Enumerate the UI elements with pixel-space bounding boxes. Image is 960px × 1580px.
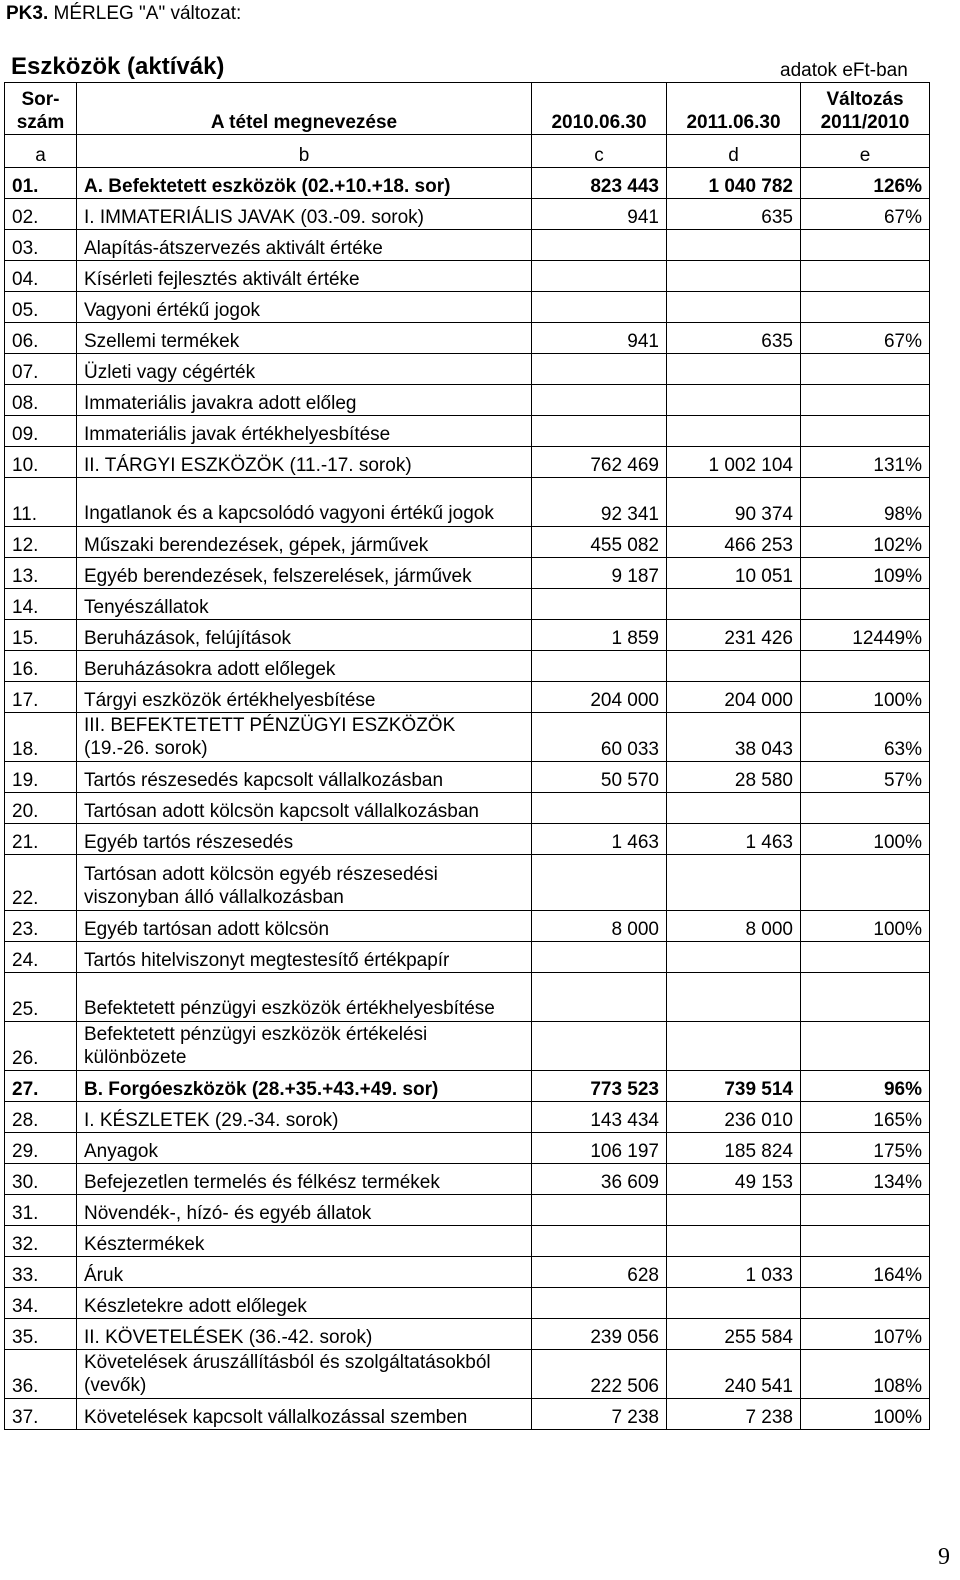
header-change: Változás 2011/2010 [801, 83, 930, 135]
value-2011 [667, 1195, 801, 1226]
page-title-text: MÉRLEG "A" változat: [48, 3, 242, 24]
value-2011: 1 040 782 [667, 168, 801, 199]
row-number: 33. [5, 1257, 77, 1288]
table-row [5, 261, 930, 292]
row-number: 35. [5, 1319, 77, 1350]
table-row [5, 478, 930, 527]
item-name: Anyagok [77, 1133, 532, 1164]
row-number: 25. [5, 973, 77, 1022]
row-number: 06. [5, 323, 77, 354]
change-percent: 107% [801, 1319, 930, 1350]
change-percent: 102% [801, 527, 930, 558]
value-2011: 236 010 [667, 1102, 801, 1133]
item-name: Tartós részesedés kapcsolt vállalkozásban [77, 762, 532, 793]
unit-note: adatok eFt-ban [780, 60, 908, 81]
table-row [5, 1195, 930, 1226]
item-name: Egyéb berendezések, felszerelések, járművek [77, 558, 532, 589]
table-row [5, 973, 930, 1022]
value-2010 [532, 230, 667, 261]
value-2010 [532, 261, 667, 292]
change-percent: 67% [801, 199, 930, 230]
row-number: 19. [5, 762, 77, 793]
table-row [5, 292, 930, 323]
value-2010 [532, 1288, 667, 1319]
value-2010 [532, 292, 667, 323]
table-body [5, 168, 930, 1430]
row-number: 28. [5, 1102, 77, 1133]
change-percent: 165% [801, 1102, 930, 1133]
change-percent [801, 261, 930, 292]
value-2011: 49 153 [667, 1164, 801, 1195]
value-2010: 1 463 [532, 824, 667, 855]
row-number: 16. [5, 651, 77, 682]
value-2011: 90 374 [667, 478, 801, 527]
item-name: Egyéb tartósan adott kölcsön [77, 911, 532, 942]
value-2010 [532, 1022, 667, 1071]
item-name: Késztermékek [77, 1226, 532, 1257]
value-2010 [532, 942, 667, 973]
table-row [5, 942, 930, 973]
change-percent: 63% [801, 713, 930, 762]
value-2010 [532, 1195, 667, 1226]
table-row [5, 1399, 930, 1430]
value-2010: 9 187 [532, 558, 667, 589]
row-number: 02. [5, 199, 77, 230]
change-percent [801, 1195, 930, 1226]
change-percent: 108% [801, 1350, 930, 1399]
row-number: 37. [5, 1399, 77, 1430]
value-2011: 1 463 [667, 824, 801, 855]
row-number: 04. [5, 261, 77, 292]
item-name: Befektetett pénzügyi eszközök értékhelyesbítése [77, 973, 532, 1022]
value-2011: 466 253 [667, 527, 801, 558]
header-2010: 2010.06.30 [532, 83, 667, 135]
change-percent: 164% [801, 1257, 930, 1288]
item-name: Áruk [77, 1257, 532, 1288]
row-number: 31. [5, 1195, 77, 1226]
item-name: Növendék-, hízó- és egyéb állatok [77, 1195, 532, 1226]
value-2011: 10 051 [667, 558, 801, 589]
change-percent: 134% [801, 1164, 930, 1195]
item-name: Immateriális javak értékhelyesbítése [77, 416, 532, 447]
change-percent [801, 855, 930, 911]
value-2010 [532, 354, 667, 385]
value-2011: 7 238 [667, 1399, 801, 1430]
value-2011: 28 580 [667, 762, 801, 793]
column-letter: e [801, 135, 930, 168]
value-2010: 143 434 [532, 1102, 667, 1133]
change-percent: 126% [801, 168, 930, 199]
change-percent [801, 354, 930, 385]
table-row [5, 713, 930, 762]
value-2010: 7 238 [532, 1399, 667, 1430]
value-2010: 628 [532, 1257, 667, 1288]
change-percent: 100% [801, 911, 930, 942]
table-row [5, 1022, 930, 1071]
change-percent [801, 385, 930, 416]
change-percent [801, 1288, 930, 1319]
change-percent [801, 292, 930, 323]
header-row-number: Sor- szám [5, 83, 77, 135]
item-name: Tenyészállatok [77, 589, 532, 620]
value-2011: 38 043 [667, 713, 801, 762]
item-name: Beruházások, felújítások [77, 620, 532, 651]
table-row [5, 651, 930, 682]
value-2011: 255 584 [667, 1319, 801, 1350]
item-name: Tárgyi eszközök értékhelyesbítése [77, 682, 532, 713]
row-number: 21. [5, 824, 77, 855]
table-row [5, 824, 930, 855]
change-percent [801, 416, 930, 447]
table-row [5, 911, 930, 942]
value-2011 [667, 589, 801, 620]
page-title [6, 3, 241, 25]
item-name: Alapítás-átszervezés aktivált értéke [77, 230, 532, 261]
item-name: III. BEFEKTETETT PÉNZÜGYI ESZKÖZÖK (19.-26. sorok) [77, 713, 532, 762]
table-row [5, 855, 930, 911]
item-name: Üzleti vagy cégérték [77, 354, 532, 385]
row-number: 36. [5, 1350, 77, 1399]
row-number: 23. [5, 911, 77, 942]
table-row [5, 230, 930, 261]
value-2011 [667, 1288, 801, 1319]
item-name: Szellemi termékek [77, 323, 532, 354]
value-2010: 455 082 [532, 527, 667, 558]
value-2010: 92 341 [532, 478, 667, 527]
row-number: 13. [5, 558, 77, 589]
change-percent: 100% [801, 1399, 930, 1430]
value-2011 [667, 973, 801, 1022]
value-2010 [532, 651, 667, 682]
column-letter-row [5, 135, 930, 168]
item-name: II. TÁRGYI ESZKÖZÖK (11.-17. sorok) [77, 447, 532, 478]
row-number: 05. [5, 292, 77, 323]
row-number: 18. [5, 713, 77, 762]
value-2011: 8 000 [667, 911, 801, 942]
table-row [5, 323, 930, 354]
row-number: 09. [5, 416, 77, 447]
row-number: 27. [5, 1071, 77, 1102]
item-name: Kísérleti fejlesztés aktivált értéke [77, 261, 532, 292]
change-percent: 100% [801, 682, 930, 713]
row-number: 22. [5, 855, 77, 911]
value-2010 [532, 416, 667, 447]
value-2010: 1 859 [532, 620, 667, 651]
value-2010: 204 000 [532, 682, 667, 713]
row-number: 29. [5, 1133, 77, 1164]
header-2011: 2011.06.30 [667, 83, 801, 135]
column-letter: a [5, 135, 77, 168]
row-number: 03. [5, 230, 77, 261]
item-name: B. Forgóeszközök (28.+35.+43.+49. sor) [77, 1071, 532, 1102]
item-name: Követelések kapcsolt vállalkozással szemben [77, 1399, 532, 1430]
table-row [5, 793, 930, 824]
value-2010: 762 469 [532, 447, 667, 478]
column-letter: d [667, 135, 801, 168]
value-2011: 204 000 [667, 682, 801, 713]
item-name: Műszaki berendezések, gépek, járművek [77, 527, 532, 558]
row-number: 14. [5, 589, 77, 620]
table-header-row [5, 83, 930, 135]
change-percent: 100% [801, 824, 930, 855]
change-percent: 57% [801, 762, 930, 793]
value-2011 [667, 416, 801, 447]
value-2011: 635 [667, 199, 801, 230]
value-2011 [667, 1022, 801, 1071]
value-2010 [532, 385, 667, 416]
item-name: Követelések áruszállításból és szolgáltatásokból (vevők) [77, 1350, 532, 1399]
row-number: 26. [5, 1022, 77, 1071]
item-name: Immateriális javakra adott előleg [77, 385, 532, 416]
change-percent: 67% [801, 323, 930, 354]
table-row [5, 1257, 930, 1288]
table-row [5, 1319, 930, 1350]
value-2011 [667, 354, 801, 385]
item-name: Tartósan adott kölcsön kapcsolt vállalkozásban [77, 793, 532, 824]
row-number: 34. [5, 1288, 77, 1319]
table-row [5, 558, 930, 589]
value-2010: 941 [532, 323, 667, 354]
change-percent [801, 973, 930, 1022]
row-number: 07. [5, 354, 77, 385]
value-2011: 231 426 [667, 620, 801, 651]
value-2011 [667, 230, 801, 261]
value-2011 [667, 942, 801, 973]
value-2011 [667, 292, 801, 323]
value-2010: 8 000 [532, 911, 667, 942]
column-letter: c [532, 135, 667, 168]
table-row [5, 1164, 930, 1195]
table-row [5, 168, 930, 199]
value-2010 [532, 973, 667, 1022]
table-row [5, 762, 930, 793]
value-2010: 50 570 [532, 762, 667, 793]
change-percent [801, 230, 930, 261]
page-title-code: PK3. [6, 3, 49, 24]
change-percent [801, 1022, 930, 1071]
value-2010: 106 197 [532, 1133, 667, 1164]
column-letter: b [77, 135, 532, 168]
item-name: Ingatlanok és a kapcsolódó vagyoni értékű jogok [77, 478, 532, 527]
row-number: 15. [5, 620, 77, 651]
item-name: Egyéb tartós részesedés [77, 824, 532, 855]
change-percent [801, 942, 930, 973]
change-percent [801, 589, 930, 620]
value-2011 [667, 261, 801, 292]
change-percent: 98% [801, 478, 930, 527]
row-number: 10. [5, 447, 77, 478]
row-number: 12. [5, 527, 77, 558]
item-name: I. KÉSZLETEK (29.-34. sorok) [77, 1102, 532, 1133]
value-2010 [532, 589, 667, 620]
value-2011: 635 [667, 323, 801, 354]
table-row [5, 385, 930, 416]
item-name: II. KÖVETELÉSEK (36.-42. sorok) [77, 1319, 532, 1350]
value-2011: 240 541 [667, 1350, 801, 1399]
row-number: 08. [5, 385, 77, 416]
change-percent: 175% [801, 1133, 930, 1164]
row-number: 32. [5, 1226, 77, 1257]
table-row [5, 354, 930, 385]
value-2011 [667, 855, 801, 911]
row-number: 11. [5, 478, 77, 527]
value-2011 [667, 385, 801, 416]
header-item-name: A tétel megnevezése [77, 83, 532, 135]
item-name: A. Befektetett eszközök (02.+10.+18. sor) [77, 168, 532, 199]
table-row [5, 620, 930, 651]
table-row [5, 1071, 930, 1102]
table-row [5, 682, 930, 713]
change-percent [801, 1226, 930, 1257]
page-number: 9 [938, 1544, 950, 1570]
change-percent: 12449% [801, 620, 930, 651]
value-2011 [667, 793, 801, 824]
value-2010: 36 609 [532, 1164, 667, 1195]
value-2010 [532, 855, 667, 911]
item-name: Befektetett pénzügyi eszközök értékelési különbözete [77, 1022, 532, 1071]
section-title: Eszközök (aktívák) [11, 53, 225, 80]
row-number: 24. [5, 942, 77, 973]
table-row [5, 1226, 930, 1257]
value-2011: 185 824 [667, 1133, 801, 1164]
change-percent: 131% [801, 447, 930, 478]
row-number: 01. [5, 168, 77, 199]
row-number: 17. [5, 682, 77, 713]
table-row [5, 527, 930, 558]
item-name: Vagyoni értékű jogok [77, 292, 532, 323]
value-2010 [532, 793, 667, 824]
change-percent: 109% [801, 558, 930, 589]
change-percent [801, 793, 930, 824]
value-2011: 1 002 104 [667, 447, 801, 478]
balance-sheet-table [4, 82, 930, 1430]
table-row [5, 589, 930, 620]
change-percent [801, 651, 930, 682]
value-2011: 1 033 [667, 1257, 801, 1288]
item-name: Beruházásokra adott előlegek [77, 651, 532, 682]
value-2010: 60 033 [532, 713, 667, 762]
item-name: Tartós hitelviszonyt megtestesítő értékpapír [77, 942, 532, 973]
row-number: 30. [5, 1164, 77, 1195]
item-name: Készletekre adott előlegek [77, 1288, 532, 1319]
value-2010: 239 056 [532, 1319, 667, 1350]
value-2011 [667, 1226, 801, 1257]
item-name: I. IMMATERIÁLIS JAVAK (03.-09. sorok) [77, 199, 532, 230]
value-2010: 222 506 [532, 1350, 667, 1399]
table-row [5, 199, 930, 230]
value-2010: 941 [532, 199, 667, 230]
table-row [5, 1350, 930, 1399]
value-2010: 823 443 [532, 168, 667, 199]
table-row [5, 1102, 930, 1133]
table-row [5, 416, 930, 447]
table-row [5, 1288, 930, 1319]
table-row [5, 1133, 930, 1164]
value-2011 [667, 651, 801, 682]
value-2011: 739 514 [667, 1071, 801, 1102]
value-2010: 773 523 [532, 1071, 667, 1102]
change-percent: 96% [801, 1071, 930, 1102]
value-2010 [532, 1226, 667, 1257]
item-name: Befejezetlen termelés és félkész termékek [77, 1164, 532, 1195]
row-number: 20. [5, 793, 77, 824]
table-row [5, 447, 930, 478]
item-name: Tartósan adott kölcsön egyéb részesedési viszonyban álló vállalkozásban [77, 855, 532, 911]
